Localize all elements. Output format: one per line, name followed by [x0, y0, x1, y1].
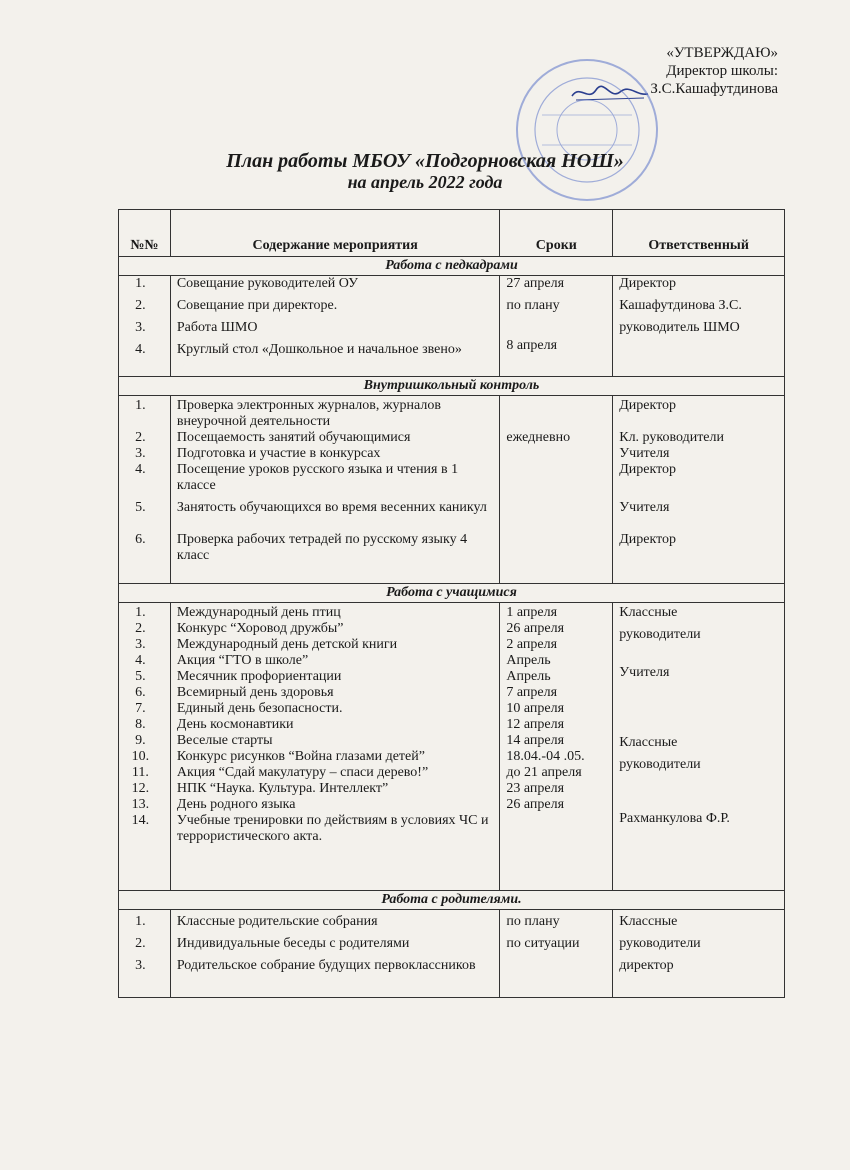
item-term: 12 апреля: [506, 717, 565, 732]
item-number: 3.: [135, 637, 146, 652]
item-term: Апрель: [506, 653, 551, 668]
responsible-cell: [613, 396, 785, 584]
responsible-cell: [613, 603, 785, 891]
item-number: 1.: [135, 605, 146, 620]
item-text: Родительское собрание будущих первоклассников: [176, 958, 476, 973]
item-term: 27 апреля: [506, 276, 565, 291]
item-number: 4.: [135, 462, 146, 477]
item-number: 11.: [131, 765, 149, 780]
item-text: Конкурс “Хоровод дружбы”: [176, 621, 344, 636]
item-text: Посещаемость занятий обучающимися: [176, 430, 411, 445]
item-text: Совещание при директоре.: [176, 298, 338, 313]
item-text: Работа ШМО: [176, 320, 258, 335]
table-header-row: [119, 210, 785, 257]
table-row: [119, 396, 785, 584]
item-responsible: Кл. руководители: [619, 430, 725, 445]
number-cell: [119, 603, 171, 891]
item-number: 3.: [135, 320, 146, 335]
term-cell: [500, 910, 613, 998]
work-plan-table: [118, 209, 785, 998]
item-term: Апрель: [506, 669, 551, 684]
item-number: 3.: [135, 446, 146, 461]
item-number: 13.: [131, 797, 150, 812]
item-number: 1.: [135, 276, 146, 291]
item-text: Веселые старты: [176, 733, 273, 748]
item-text: Подготовка и участие в конкурсах: [176, 446, 381, 461]
item-text: Единый день безопасности.: [176, 701, 343, 716]
item-responsible: Учителя: [619, 665, 670, 680]
item-responsible: Директор: [619, 276, 677, 291]
content-cell: [170, 910, 500, 998]
item-term: 14 апреля: [506, 733, 565, 748]
item-text: Учебные тренировки по действиям в условиях ЧС и террористического акта.: [176, 813, 489, 844]
item-term: 7 апреля: [506, 685, 558, 700]
page-title: План работы МБОУ «Подгорновская НОШ»: [226, 150, 624, 172]
approval-position: Директор школы:: [666, 63, 778, 79]
item-number: 2.: [135, 430, 146, 445]
item-number: 9.: [135, 733, 146, 748]
item-text: Конкурс рисунков “Война глазами детей”: [176, 749, 425, 764]
item-term: ежедневно: [506, 430, 571, 445]
item-responsible: руководители: [619, 757, 701, 772]
item-number: 10.: [131, 749, 150, 764]
item-responsible: Классные: [619, 605, 678, 620]
item-responsible: Директор: [619, 462, 677, 477]
table-row: [119, 910, 785, 998]
item-text: Совещание руководителей ОУ: [176, 276, 359, 291]
item-number: 8.: [135, 717, 146, 732]
responsible-cell: [613, 276, 785, 377]
item-text: Круглый стол «Дошкольное и начальное звено»: [176, 342, 462, 357]
item-number: 4.: [135, 342, 146, 357]
item-term: 1 апреля: [506, 605, 558, 620]
item-text: Акция “ГТО в школе”: [176, 653, 309, 668]
item-number: 1.: [135, 398, 146, 413]
item-responsible: Классные: [619, 914, 678, 929]
item-number: 7.: [135, 701, 146, 716]
content-cell: [170, 276, 500, 377]
section-row: [119, 377, 785, 396]
item-number: 5.: [135, 500, 146, 515]
item-number: 14.: [131, 813, 150, 828]
item-term: 10 апреля: [506, 701, 565, 716]
column-header: №№: [119, 210, 171, 257]
item-text: Проверка рабочих тетрадей по русскому языку 4 класс: [176, 532, 468, 563]
item-responsible: руководитель ШМО: [619, 320, 740, 335]
item-text: Акция “Сдай макулатуру – спаси дерево!”: [176, 765, 429, 780]
item-term: до 21 апреля: [506, 765, 582, 780]
item-term: 26 апреля: [506, 797, 565, 812]
item-term: 8 апреля: [506, 338, 558, 353]
content-cell: [170, 396, 500, 584]
item-term: 2 апреля: [506, 637, 558, 652]
item-term: по плану: [506, 298, 560, 313]
term-cell: [500, 396, 613, 584]
section-title: Работа с родителями.: [119, 891, 785, 910]
item-term: 18.04.-04 .05.: [506, 749, 585, 764]
item-number: 2.: [135, 936, 146, 951]
item-term: по ситуации: [506, 936, 580, 951]
number-cell: [119, 396, 171, 584]
item-term: 23 апреля: [506, 781, 565, 796]
item-number: 12.: [131, 781, 150, 796]
item-text: День родного языка: [176, 797, 296, 812]
section-title: Внутришкольный контроль: [119, 377, 785, 396]
item-number: 5.: [135, 669, 146, 684]
item-text: Международный день птиц: [176, 605, 341, 620]
item-number: 1.: [135, 914, 146, 929]
section-title: Работа с учащимися: [119, 584, 785, 603]
table-row: [119, 603, 785, 891]
section-title: Работа с педкадрами: [119, 257, 785, 276]
table-row: [119, 276, 785, 377]
item-text: Индивидуальные беседы с родителями: [176, 936, 410, 951]
column-header: Ответственный: [613, 210, 785, 257]
item-term: 26 апреля: [506, 621, 565, 636]
column-header: Сроки: [500, 210, 613, 257]
item-number: 4.: [135, 653, 146, 668]
item-text: Классные родительские собрания: [176, 914, 378, 929]
approval-block: [650, 44, 778, 98]
number-cell: [119, 910, 171, 998]
item-number: 2.: [135, 621, 146, 636]
approval-heading: «УТВЕРЖДАЮ»: [666, 45, 778, 61]
section-row: [119, 584, 785, 603]
term-cell: [500, 603, 613, 891]
item-text: Посещение уроков русского языка и чтения в 1 классе: [176, 462, 459, 493]
item-text: Занятость обучающихся во время весенних каникул: [176, 500, 487, 515]
item-responsible: руководители: [619, 627, 701, 642]
content-cell: [170, 603, 500, 891]
section-row: [119, 891, 785, 910]
item-term: по плану: [506, 914, 560, 929]
item-number: 3.: [135, 958, 146, 973]
item-responsible: Директор: [619, 532, 677, 547]
item-text: Международный день детской книги: [176, 637, 398, 652]
item-responsible: Кашафутдинова З.С.: [619, 298, 742, 313]
column-header: Содержание мероприятия: [170, 210, 500, 257]
item-responsible: Директор: [619, 398, 677, 413]
item-responsible: руководители: [619, 936, 701, 951]
page-subtitle: на апрель 2022 года: [347, 172, 503, 192]
item-text: Проверка электронных журналов, журналов внеурочной деятельности: [176, 398, 441, 429]
item-number: 2.: [135, 298, 146, 313]
item-text: День космонавтики: [176, 717, 294, 732]
item-text: Всемирный день здоровья: [176, 685, 334, 700]
responsible-cell: [613, 910, 785, 998]
item-number: 6.: [135, 685, 146, 700]
item-number: 6.: [135, 532, 146, 547]
term-cell: [500, 276, 613, 377]
item-text: НПК “Наука. Культура. Интеллект”: [176, 781, 389, 796]
section-row: [119, 257, 785, 276]
item-responsible: директор: [619, 958, 674, 973]
number-cell: [119, 276, 171, 377]
approval-name: З.С.Кашафутдинова: [650, 81, 778, 97]
item-responsible: Рахманкулова Ф.Р.: [619, 811, 730, 826]
item-text: Месячник профориентации: [176, 669, 342, 684]
item-responsible: Учителя: [619, 446, 670, 461]
item-responsible: Учителя: [619, 500, 670, 515]
item-responsible: Классные: [619, 735, 678, 750]
